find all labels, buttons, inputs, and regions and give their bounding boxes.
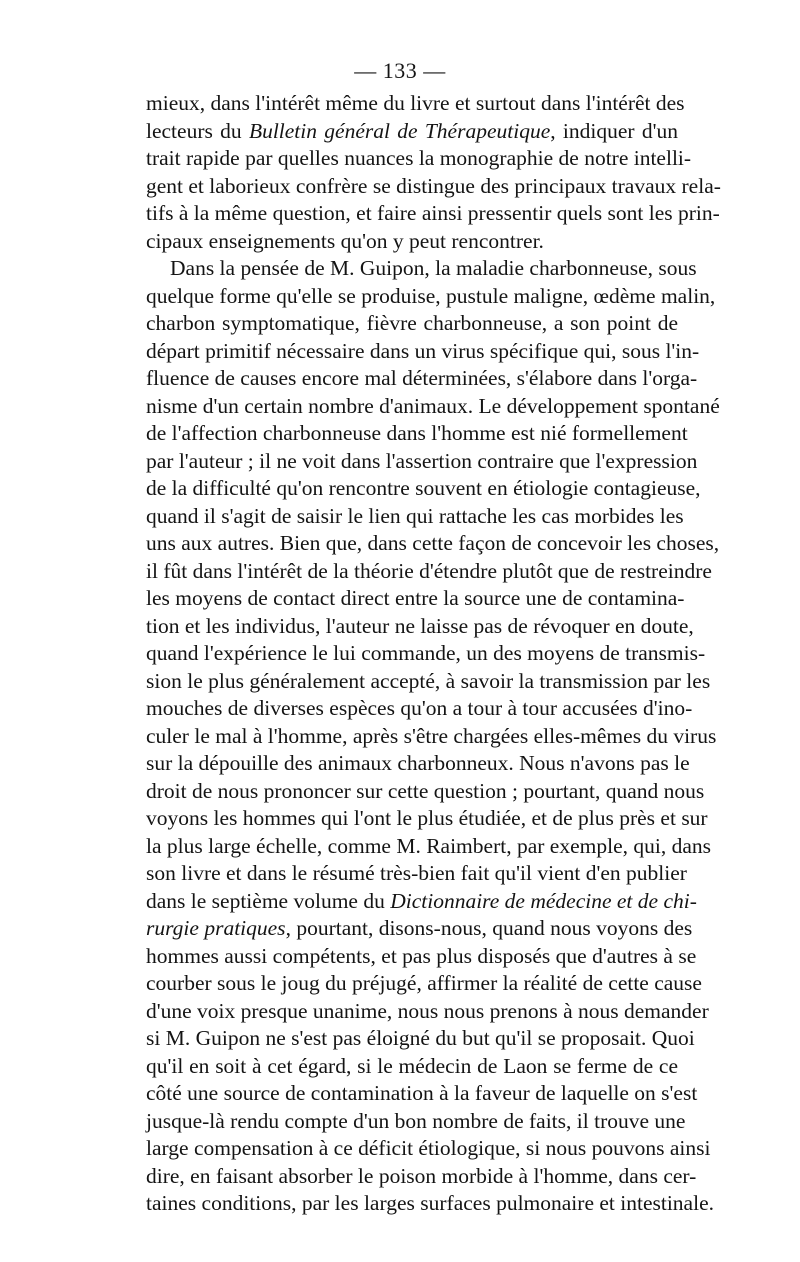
text-line: taines conditions, par les larges surfaces pulmonaire et intestinale.	[146, 1191, 714, 1215]
text-line: culer le mal à l'homme, après s'être chargées elles-mêmes du virus	[146, 723, 717, 748]
text-line: jusque-là rendu compte d'un bon nombre de faits, il trouve une	[146, 1108, 686, 1133]
text-line: tifs à la même question, et faire ainsi pressentir quels sont les prin-	[146, 201, 720, 225]
text-line: charbon symptomatique, fièvre charbonneuse, a son point de	[146, 311, 678, 335]
text-line: tion et les individus, l'auteur ne laisse pas de révoquer en doute,	[146, 613, 694, 638]
text-line: lecteurs du Bulletin général de Thérapeutique, indiquer d'un	[146, 118, 678, 143]
italic-title: Bulletin général de Thérapeutique	[248, 118, 551, 143]
text-line: de la difficulté qu'on rencontre souvent en étiologie contagieuse,	[146, 476, 701, 500]
text-line: d'une voix presque unanime, nous nous prenons à nous demander	[146, 998, 709, 1023]
text-line: large compensation à ce déficit étiologique, si nous pouvons ainsi	[146, 1136, 711, 1160]
text-line: quelque forme qu'elle se produise, pustule maligne, œdème malin,	[146, 283, 716, 308]
body-text	[146, 90, 721, 1218]
italic-title: Dictionnaire de médecine et de chi-	[390, 888, 697, 913]
text-line: hommes aussi compétents, et pas plus disposés que d'autres à se	[146, 943, 697, 968]
text-line: rurgie pratiques, pourtant, disons-nous, quand nous voyons des	[146, 916, 693, 940]
text-line: dans le septième volume du Dictionnaire de médecine et de chi-	[146, 888, 697, 913]
text-line: son livre et dans le résumé très-bien fait qu'il vient d'en publier	[146, 861, 687, 885]
text-line: il fût dans l'intérêt de la théorie d'étendre plutôt que de restreindre	[146, 558, 712, 583]
italic-title: rurgie pratiques	[146, 916, 286, 940]
text-line: dire, en faisant absorber le poison morbide à l'homme, dans cer-	[146, 1163, 697, 1188]
text-line: mouches de diverses espèces qu'on a tour à tour accusées d'ino-	[146, 696, 693, 720]
text-line: courber sous le joug du préjugé, affirmer la réalité de cette cause	[146, 971, 702, 995]
text-line: gent et laborieux confrère se distingue des principaux travaux rela-	[146, 173, 721, 198]
text-line: qu'il en soit à cet égard, si le médecin de Laon se ferme de ce	[146, 1053, 678, 1078]
text-line: voyons les hommes qui l'ont le plus étudiée, et de plus près et sur	[146, 806, 708, 830]
text-line: la plus large échelle, comme M. Raimbert, par exemple, qui, dans	[146, 833, 711, 858]
text-line: sur la dépouille des animaux charbonneux. Nous n'avons pas le	[146, 751, 690, 775]
text-line: sion le plus généralement accepté, à savoir la transmission par les	[146, 668, 711, 693]
paragraph	[146, 90, 721, 255]
text-line: départ primitif nécessaire dans un virus spécifique qui, sous l'in-	[146, 338, 700, 363]
page-number: — 133 —	[354, 58, 446, 83]
paragraph	[146, 255, 720, 1218]
text-line: de l'affection charbonneuse dans l'homme est nié formellement	[146, 421, 688, 445]
text-line: mieux, dans l'intérêt même du livre et surtout dans l'intérêt des	[146, 91, 685, 115]
text-line: quand l'expérience le lui commande, un des moyens de transmis-	[146, 641, 706, 665]
text-line: quand il s'agit de saisir le lien qui rattache les cas morbides les	[146, 503, 684, 528]
text-line: côté une source de contamination à la faveur de laquelle on s'est	[146, 1081, 698, 1105]
text-line: Dans la pensée de M. Guipon, la maladie charbonneuse, sous	[170, 256, 697, 280]
text-line: si M. Guipon ne s'est pas éloigné du but qu'il se proposait. Quoi	[146, 1026, 695, 1050]
text-line: droit de nous prononcer sur cette question ; pourtant, quand nous	[146, 778, 705, 803]
text-line: nisme d'un certain nombre d'animaux. Le développement spontané	[146, 393, 720, 418]
text-line: fluence de causes encore mal déterminées, s'élabore dans l'orga-	[146, 366, 698, 390]
text-line: uns aux autres. Bien que, dans cette façon de concevoir les choses,	[146, 531, 720, 555]
text-line: par l'auteur ; il ne voit dans l'assertion contraire que l'expression	[146, 448, 698, 473]
text-line: les moyens de contact direct entre la source une de contamina-	[146, 586, 685, 610]
text-line: cipaux enseignements qu'on y peut rencontrer.	[146, 228, 544, 253]
text-line: trait rapide par quelles nuances la monographie de notre intelli-	[146, 146, 692, 170]
